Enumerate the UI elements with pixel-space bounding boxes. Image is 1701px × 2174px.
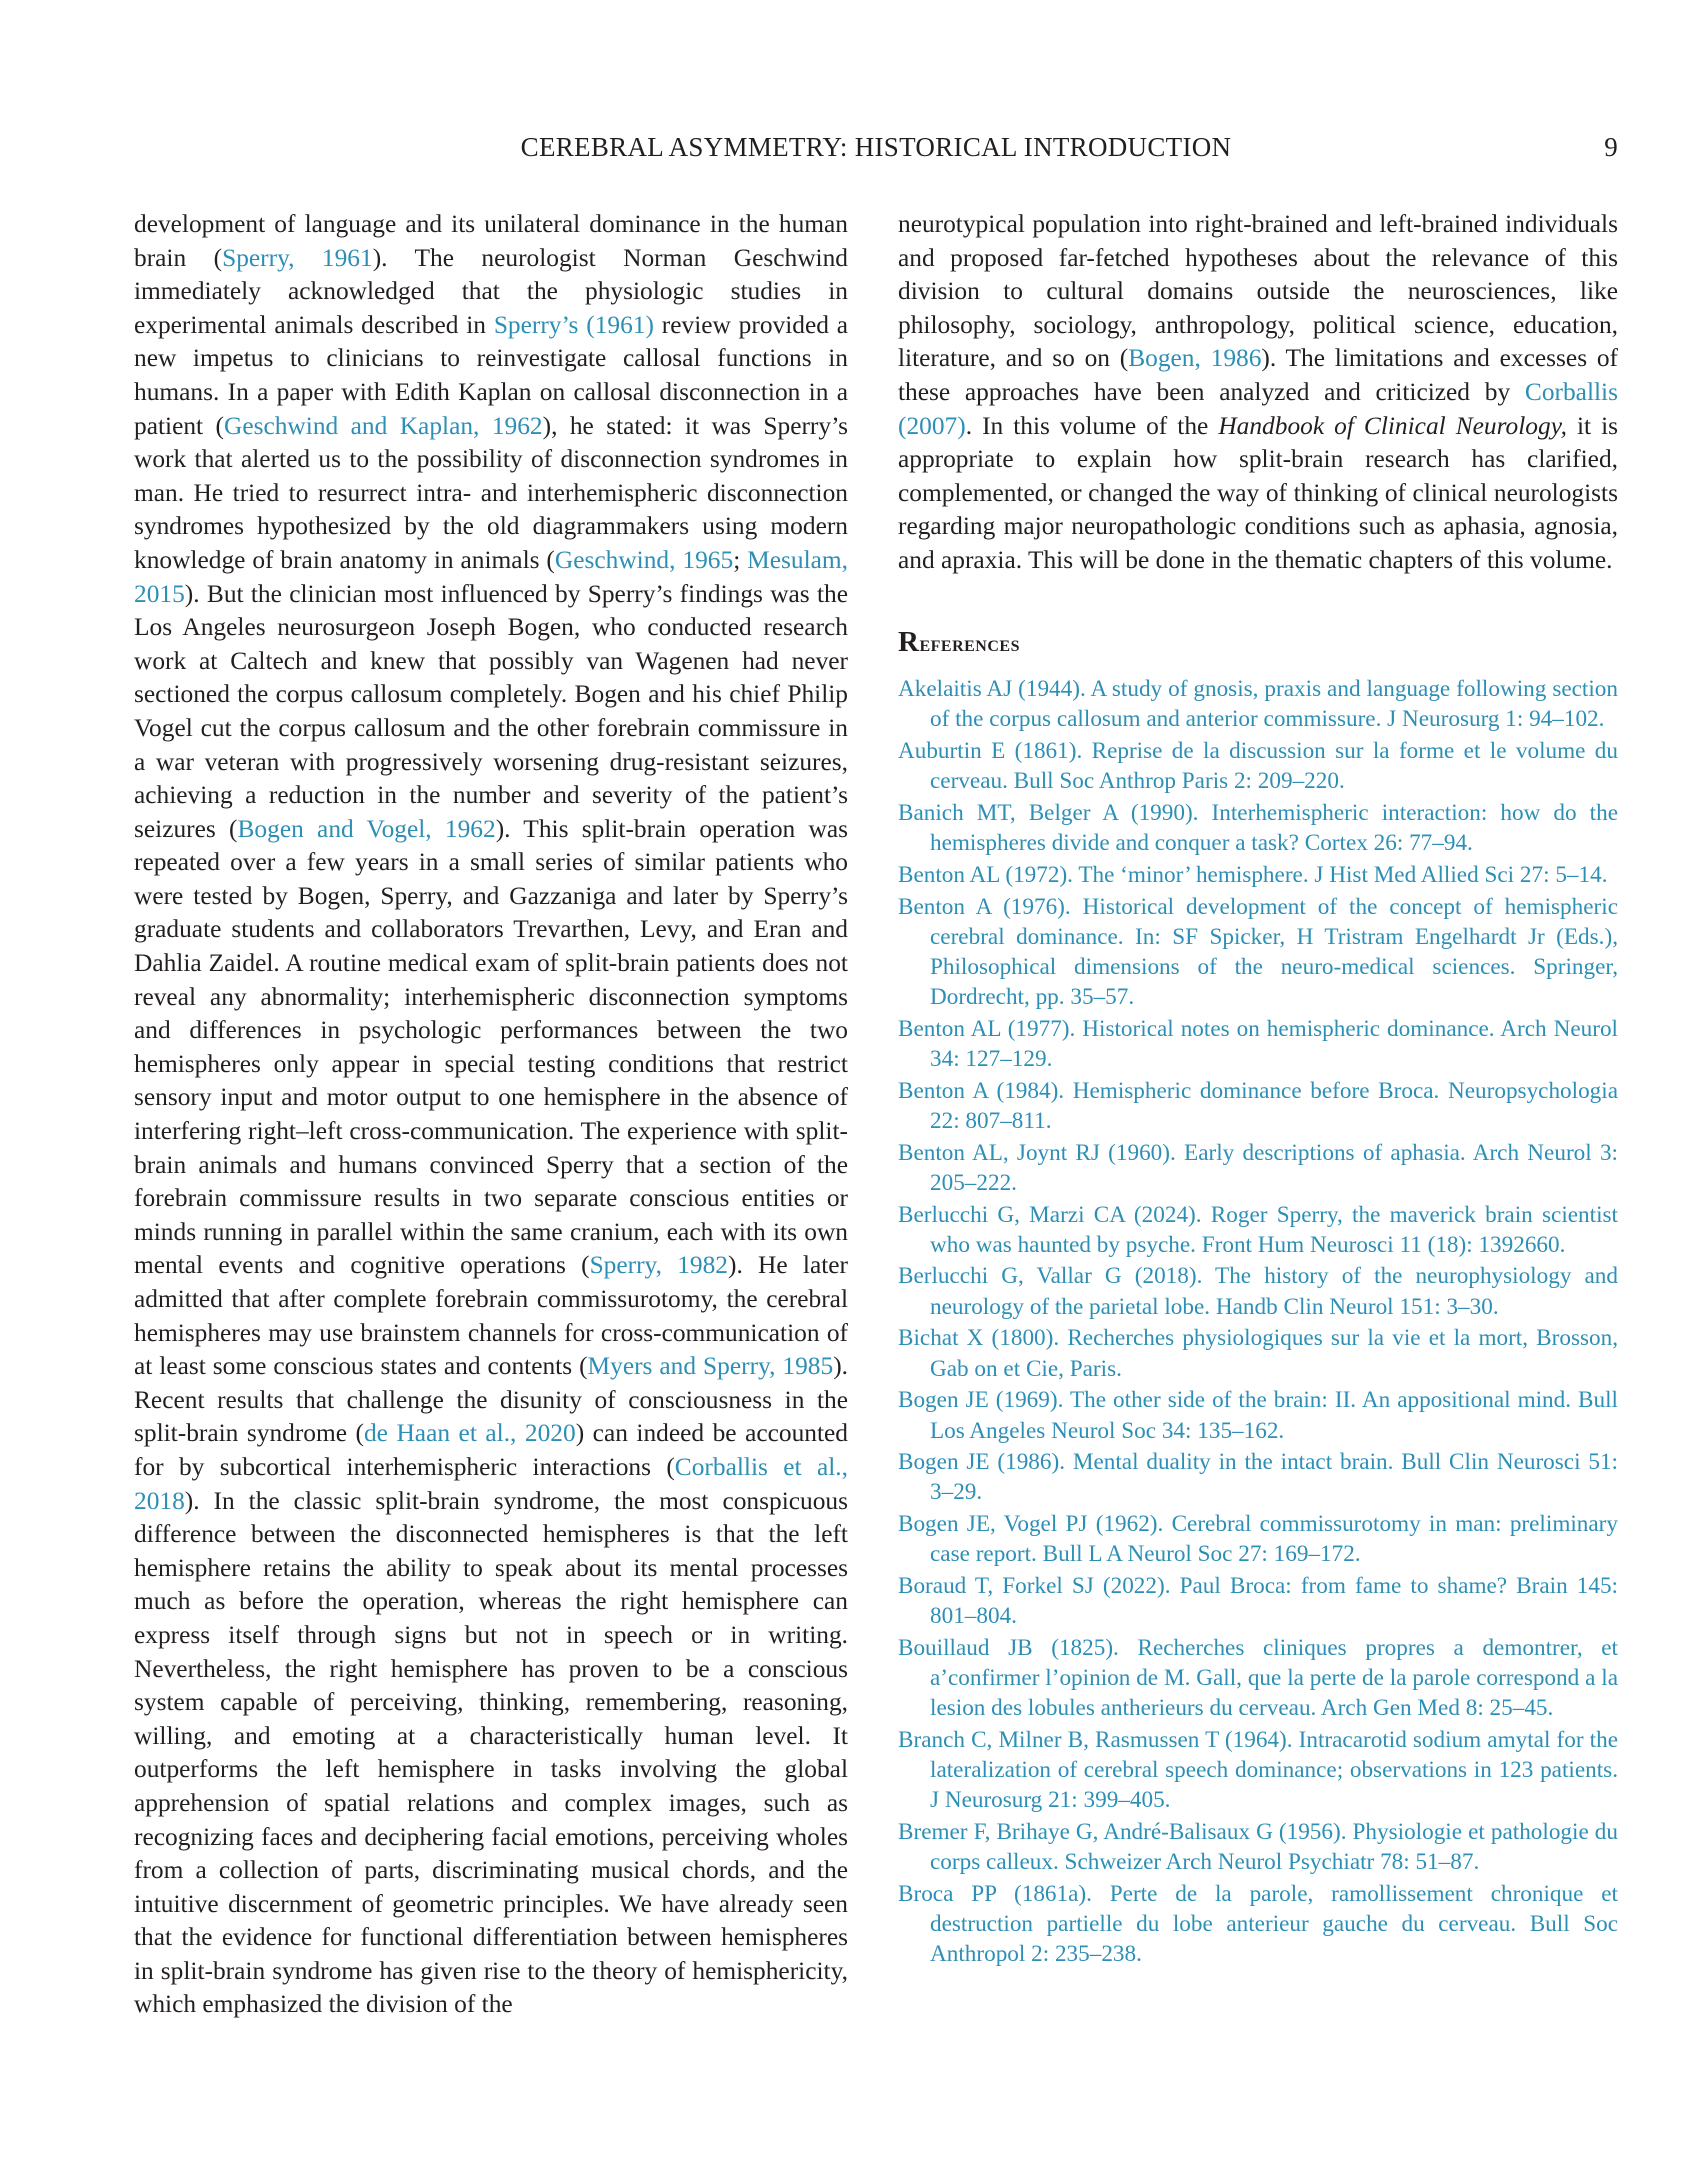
citation-link[interactable]: Bogen, 1986 bbox=[1128, 344, 1262, 373]
citation-link[interactable]: Mesulam, 2015 bbox=[134, 545, 849, 608]
reference-item[interactable]: Benton A (1976). Historical development of the concept of hemispheric cerebral dominance. In: SF Spicker, H Tristram Engelhardt Jr (Eds.), Philosophical dimensions of the neuro-medical sciences. Springer, Dordrecht, pp. 35–57. bbox=[898, 893, 1618, 1011]
citation-link[interactable]: Sperry, 1961 bbox=[222, 243, 373, 272]
reference-item[interactable]: Bouillaud JB (1825). Recherches cliniques propres a demontrer, et a’confirmer l’opinion de M. Gall, que la perte de la parole correspond a la lesion des lobules antherieurs du cerveau. Arch Gen Med 8: 25–45. bbox=[898, 1634, 1618, 1722]
reference-item[interactable]: Broca PP (1861a). Perte de la parole, ramollissement chronique et destruction partielle du lobe anterieur gauche du cerveau. Bull Soc Anthropol 2: 235–238. bbox=[898, 1881, 1618, 1968]
reference-item[interactable]: Berlucchi G, Vallar G (2018). The history of the neurophysiology and neurology of the parietal lobe. Handb Clin Neurol 151: 3–30. bbox=[898, 1263, 1618, 1320]
page-number: 9 bbox=[1604, 132, 1618, 162]
reference-item[interactable]: Benton AL (1972). The ‘minor’ hemisphere. J Hist Med Allied Sci 27: 5–14. bbox=[898, 861, 1608, 888]
citation-link[interactable]: Myers and Sperry, 1985 bbox=[587, 1352, 834, 1381]
text-run: ). Recent results that challenge the disunity of consciousness in the split-brain syndrome ( bbox=[134, 1352, 848, 1448]
reference-list bbox=[898, 674, 1618, 1970]
citation-link[interactable]: Corballis (2007) bbox=[898, 377, 1618, 440]
reference-item[interactable]: Benton AL, Joynt RJ (1960). Early descriptions of aphasia. Arch Neurol 3: 205–222. bbox=[898, 1139, 1618, 1196]
text-run: it is appropriate to explain how split-brain research has clarified, complemented, or changed the way of thinking of clinical neurologists regarding major neuropathologic conditions such as aphasia, agnosia, and apraxia. This will be done in the thematic chapters of this volume. bbox=[898, 411, 1618, 574]
text-run: ), he stated: it was Sperry’s work that alerted us to the possibility of disconnection syndromes in man. He tried to resurrect intra- and interhemispheric disconnection syndromes hypothesized by the old diagrammakers using modern knowledge of brain anatomy in animals ( bbox=[134, 411, 848, 574]
reference-item[interactable]: Branch C, Milner B, Rasmussen T (1964). Intracarotid sodium amytal for the lateralization of cerebral speech dominance; observations in 123 patients. J Neurosurg 21: 399–405. bbox=[898, 1727, 1618, 1814]
italic-text: Handbook of Clinical Neurology, bbox=[1218, 411, 1567, 440]
text-run: review provided a new impetus to clinicians to reinvestigate callosal functions in humans. In a paper with Edith Kaplan on callosal disconnection in a patient ( bbox=[134, 310, 849, 440]
citation-link[interactable]: Bogen and Vogel, 1962 bbox=[237, 814, 496, 843]
citation-link[interactable]: Sperry, 1982 bbox=[589, 1251, 728, 1280]
citation-link[interactable]: Geschwind and Kaplan, 1962 bbox=[223, 411, 543, 440]
reference-item[interactable]: Benton AL (1977). Historical notes on hemispheric dominance. Arch Neurol 34: 127–129. bbox=[898, 1015, 1618, 1073]
running-head bbox=[134, 132, 1618, 172]
citation-link[interactable]: de Haan et al., 2020 bbox=[363, 1419, 576, 1448]
text-run: ). He later admitted that after complete forebrain commissurotomy, the cerebral hemispheres may use brainstem channels for cross-communication of at least some conscious states and contents ( bbox=[134, 1251, 848, 1381]
reference-item[interactable]: Bichat X (1800). Recherches physiologiques sur la vie et la mort, Brosson, Gab on et Cie, Paris. bbox=[898, 1325, 1618, 1382]
text-run: ). But the clinician most influenced by Sperry’s findings was the Los Angeles neurosurgeon Joseph Bogen, who conducted research work at Caltech and knew that possibly van Wagenen had never sectioned the corpus callosum completely. Bogen and his chief Philip Vogel cut the corpus callosum and the other forebrain commissure in a war veteran with progressively worsening drug-resistant seizures, achieving a reduction in the number and severity of the patient’s seizures ( bbox=[134, 579, 848, 843]
text-run: ; bbox=[733, 545, 748, 574]
text-run: . In this volume of the bbox=[965, 411, 1219, 440]
reference-item[interactable]: Bogen JE (1969). The other side of the brain: II. An appositional mind. Bull Los Angeles Neurol Soc 34: 135–162. bbox=[898, 1387, 1618, 1444]
text-run: development of language and its unilateral dominance in the human brain ( bbox=[134, 210, 848, 272]
body-paragraph bbox=[898, 208, 1618, 578]
reference-item[interactable]: Auburtin E (1861). Reprise de la discussion sur la forme et le volume du cerveau. Bull Soc Anthrop Paris 2: 209–220. bbox=[898, 738, 1618, 795]
references-heading: References bbox=[898, 625, 1020, 658]
reference-item[interactable]: Akelaitis AJ (1944). A study of gnosis, praxis and language following section of the corpus callosum and anterior commissure. J Neurosurg 1: 94–102. bbox=[898, 676, 1618, 733]
reference-item[interactable]: Benton A (1984). Hemispheric dominance before Broca. Neuropsychologia 22: 807–811. bbox=[898, 1077, 1618, 1134]
text-run: ). In the classic split-brain syndrome, the most conspicuous difference between the disconnected hemispheres is that the left hemisphere retains the ability to speak about its mental processes much as before the operation, whereas the right hemisphere can express itself through signs but not in speech or in writing. Nevertheless, the right hemisphere has proven to be a conscious system capable of perceiving, thinking, remembering, reasoning, willing, and emoting at a characteristically human level. It outperforms the left hemisphere in tasks involving the global apprehension of spatial relations and complex images, such as recognizing faces and deciphering facial emotions, perceiving wholes from a collection of parts, discriminating musical chords, and the intuitive discernment of geometric principles. We have already seen that the evidence for functional differentiation between hemispheres in split-brain syndrome has given rise to the theory of hemisphericity, which emphasized the division of the bbox=[134, 1486, 848, 2019]
reference-item[interactable]: Boraud T, Forkel SJ (2022). Paul Broca: from fame to shame? Brain 145: 801–804. bbox=[898, 1573, 1618, 1630]
right-column bbox=[898, 208, 1618, 1971]
citation-link[interactable]: Corballis et al., 2018 bbox=[134, 1452, 848, 1515]
reference-item[interactable]: Bogen JE, Vogel PJ (1962). Cerebral commissurotomy in man: preliminary case report. Bull L A Neurol Soc 27: 169–172. bbox=[898, 1511, 1618, 1568]
reference-item[interactable]: Bremer F, Brihaye G, André-Balisaux G (1956). Physiologie et pathologie du corps calleux. Schweizer Arch Neurol Psychiatr 78: 51–87. bbox=[898, 1819, 1618, 1876]
reference-item[interactable]: Banich MT, Belger A (1990). Interhemispheric interaction: how do the hemispheres divide and conquer a task? Cortex 26: 77–94. bbox=[898, 799, 1618, 857]
text-run: ). The limitations and excesses of these approaches have been analyzed and criticized by bbox=[898, 344, 1619, 406]
left-column bbox=[134, 208, 848, 2022]
running-title: CEREBRAL ASYMMETRY: HISTORICAL INTRODUCTION bbox=[520, 132, 1232, 162]
text-run: ). This split-brain operation was repeated over a few years in a small series of similar patients who were tested by Bogen, Sperry, and Gazzaniga and later by Sperry’s graduate students and collaborators Trevarthen, Levy, and Eran and Dahlia Zaidel. A routine medical exam of split-brain patients does not reveal any abnormality; interhemispheric disconnection symptoms and differences in psychologic performances between the two hemispheres only appear in special testing conditions that restrict sensory input and motor output to one hemisphere in the absence of interfering right–left cross-communication. The experience with split-brain animals and humans convinced Sperry that a section of the forebrain commissure results in two separate conscious entities or minds running in parallel within the same cranium, each with its own mental events and cognitive operations ( bbox=[134, 814, 848, 1280]
text-run: neurotypical population into right-brained and left-brained individuals and proposed far-fetched hypotheses about the relevance of this division to cultural domains outside the neurosciences, like philosophy, sociology, anthropology, political science, education, literature, and so on ( bbox=[898, 210, 1618, 373]
text-run: ). The neurologist Norman Geschwind immediately acknowledged that the physiologic studies in experimental animals described in bbox=[134, 243, 848, 339]
body-paragraph bbox=[134, 208, 848, 2022]
reference-item[interactable]: Bogen JE (1986). Mental duality in the intact brain. Bull Clin Neurosci 51: 3–29. bbox=[898, 1449, 1618, 1506]
reference-item[interactable]: Berlucchi G, Marzi CA (2024). Roger Sperry, the maverick brain scientist who was haunted by psyche. Front Hum Neurosci 11 (18): 1392660. bbox=[898, 1201, 1618, 1258]
citation-link[interactable]: Sperry’s (1961) bbox=[493, 310, 654, 339]
text-run: ) can indeed be accounted for by subcortical interhemispheric interactions ( bbox=[134, 1419, 848, 1481]
citation-link[interactable]: Geschwind, 1965 bbox=[554, 545, 734, 574]
